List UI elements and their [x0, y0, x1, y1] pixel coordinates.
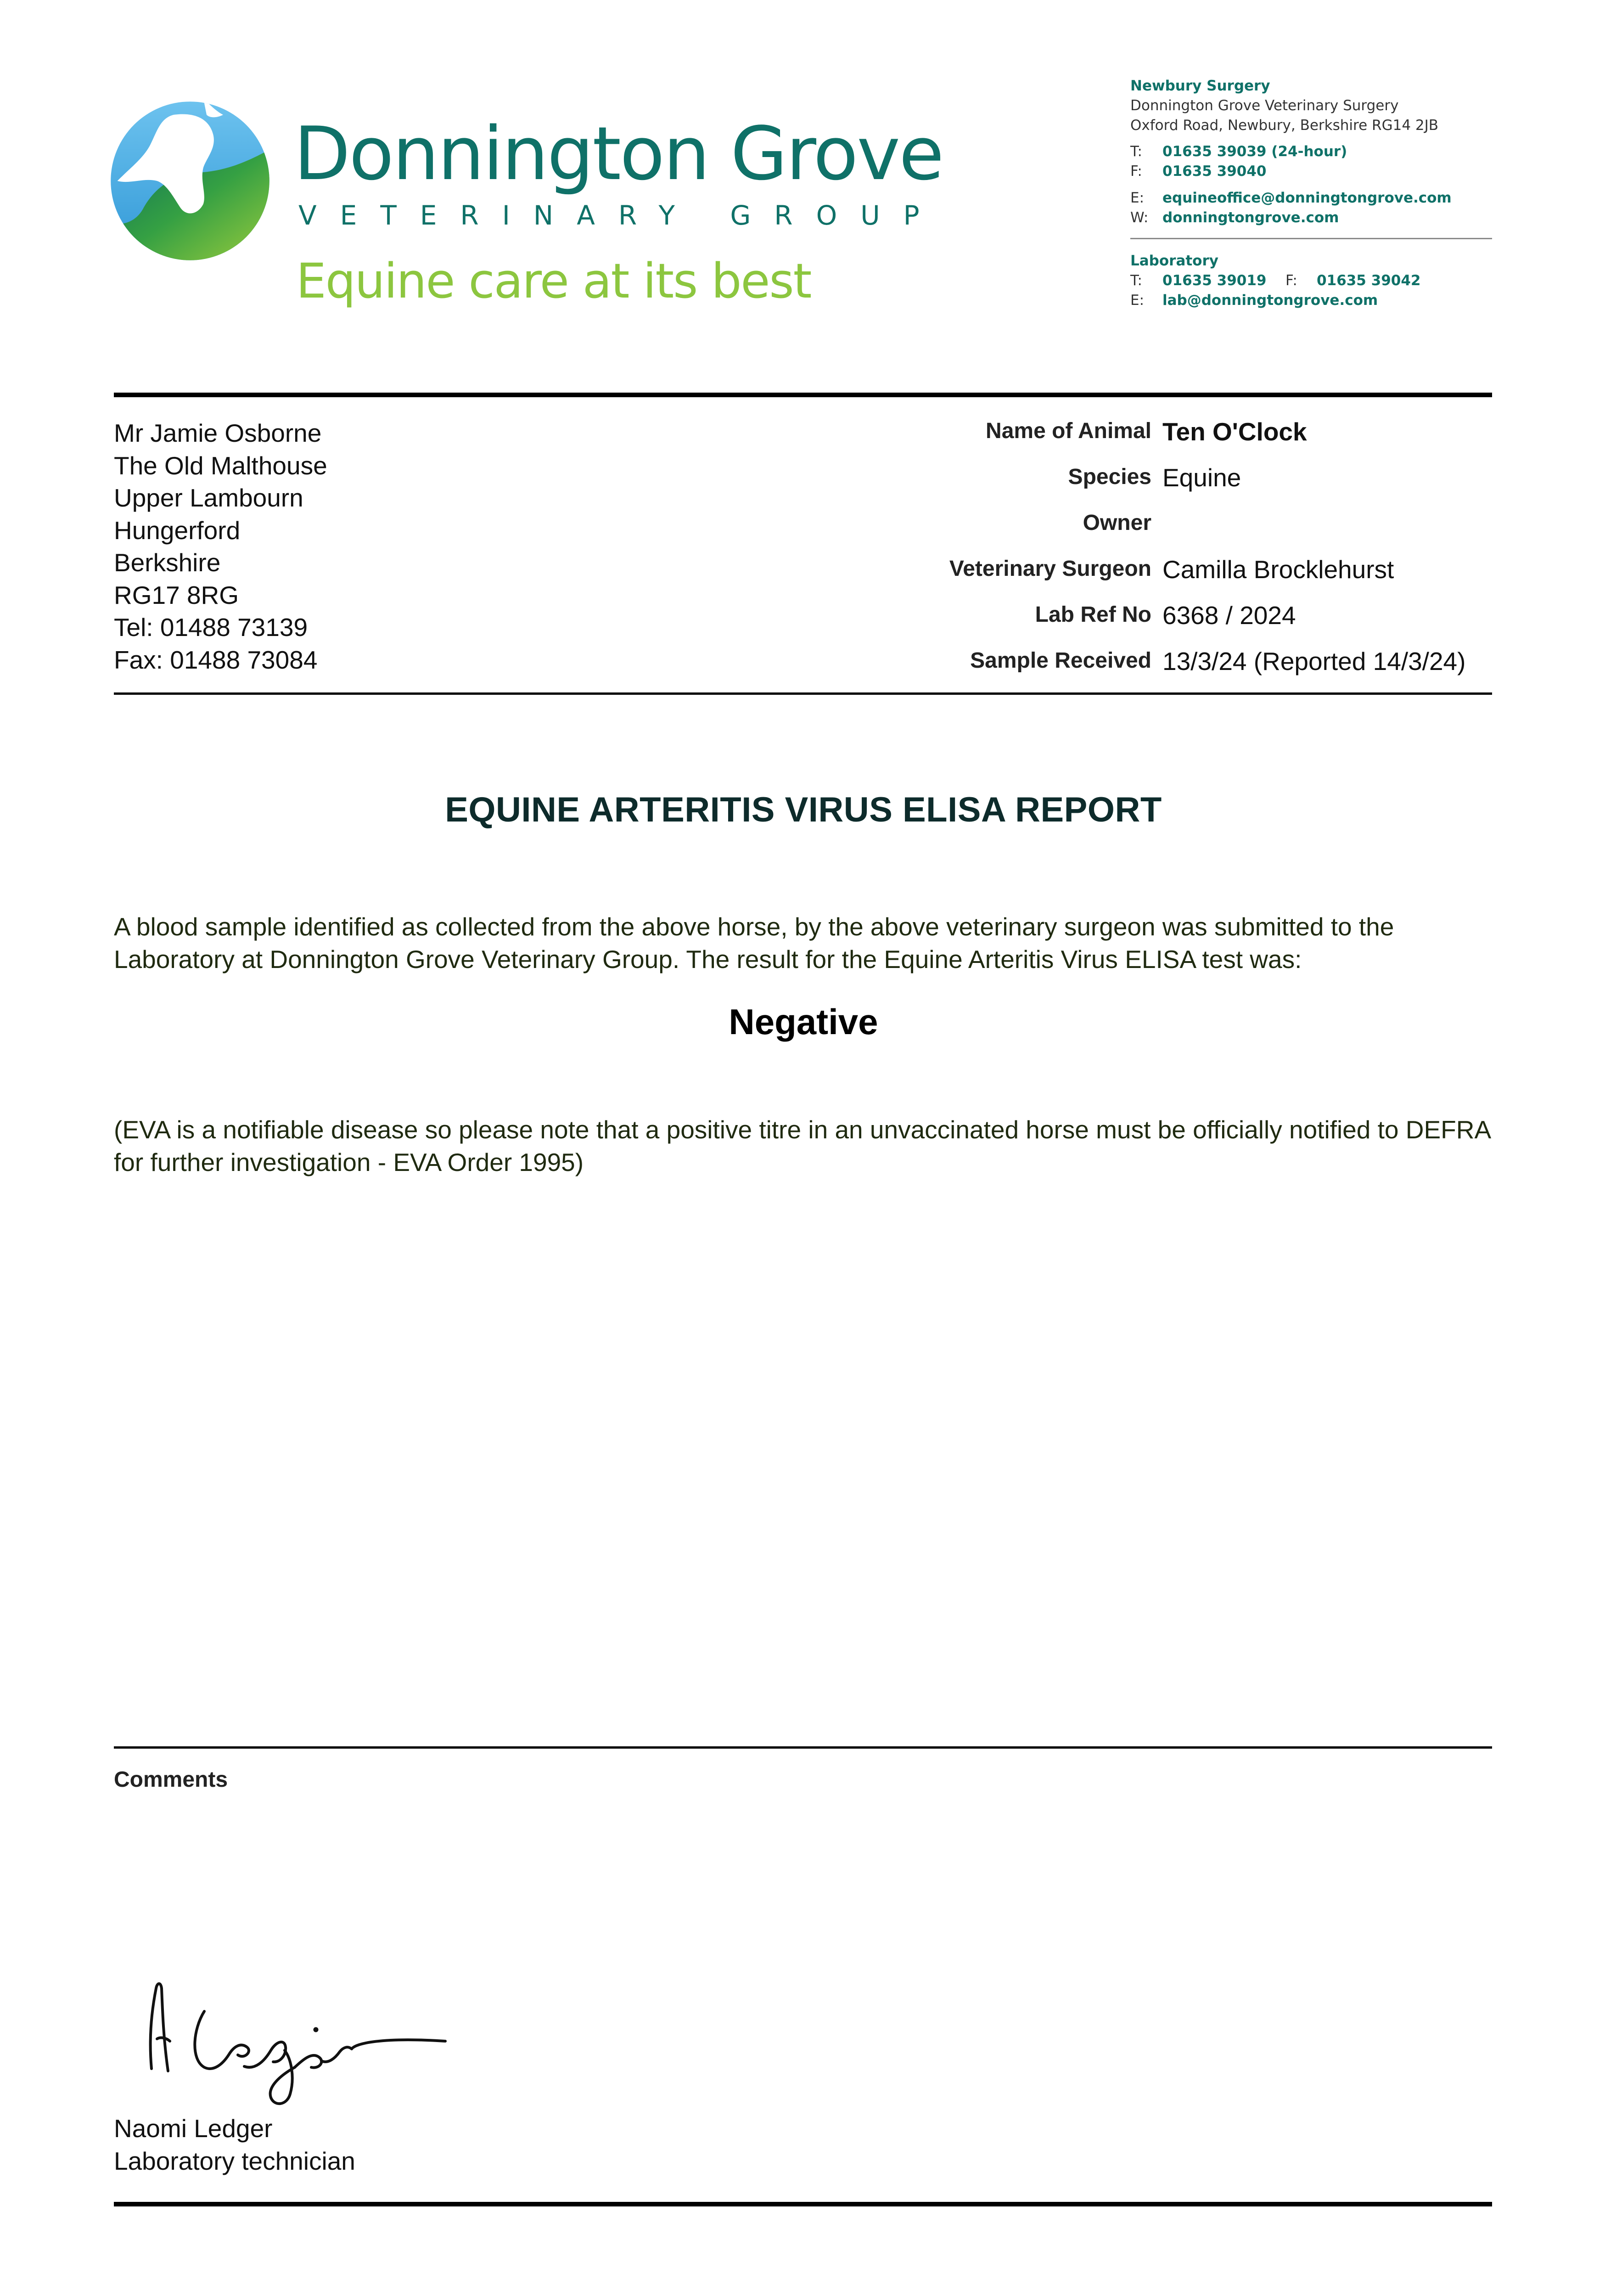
report-note: (EVA is a notifiable disease so please note that a positive titre in an unvaccinated horse must be officially notified to DEFRA for further investigation - EVA Order 1995) [114, 1115, 1490, 1176]
recipient-tel: Tel: 01488 73139 [114, 613, 308, 642]
email-label: E: [1130, 190, 1145, 206]
vet-label: Veterinary Surgeon [949, 557, 1151, 581]
lab-email-link[interactable]: lab@donningtongrove.com [1162, 292, 1378, 309]
brand-subtitle: VETERINARY GROUP [298, 200, 943, 231]
species-value: Equine [1162, 463, 1241, 492]
labref-label: Lab Ref No [1035, 602, 1151, 627]
address-line: The Old Malthouse [114, 451, 327, 480]
brand-tagline: Equine care at its best [296, 253, 811, 309]
lab-tel-number[interactable]: 01635 39019 [1162, 272, 1267, 289]
species-label: Species [1068, 465, 1151, 489]
recipient-fax: Fax: 01488 73084 [114, 645, 318, 674]
email-link[interactable]: equineoffice@donningtongrove.com [1162, 190, 1452, 206]
brand-name: Donnington Grove [294, 111, 943, 197]
received-label: Sample Received [970, 648, 1151, 673]
signatory-name: Naomi Ledger [114, 2114, 273, 2143]
handwritten-signature [124, 1961, 464, 2112]
labref-value: 6368 / 2024 [1162, 601, 1296, 630]
comments-rule [114, 1746, 1492, 1749]
report-body: A blood sample identified as collected from the above horse, by the above veterinary surgeon was submitted to the Laboratory at Donnington Grove Veterinary Group. The result for the Equine Arteritis Virus ELISA test was: [114, 912, 1394, 974]
lab-heading: Laboratory [1130, 253, 1218, 269]
owner-label: Owner [1083, 511, 1151, 535]
lab-email-label: E: [1130, 292, 1145, 309]
vet-value: Camilla Brocklehurst [1162, 555, 1394, 584]
lab-fax-label: F: [1285, 272, 1297, 289]
contact-divider [1130, 238, 1492, 239]
bottom-rule [114, 2202, 1492, 2206]
web-link[interactable]: donningtongrove.com [1162, 209, 1339, 226]
signatory-role: Laboratory technician [114, 2147, 355, 2175]
tel-label: T: [1130, 143, 1142, 160]
received-value: 13/3/24 (Reported 14/3/24) [1162, 647, 1466, 675]
horse-head-logo-icon [107, 98, 273, 264]
web-label: W: [1130, 209, 1149, 226]
signatory [114, 2112, 355, 2178]
details-rule [114, 692, 1492, 695]
address-line: Upper Lambourn [114, 484, 303, 512]
tel-number[interactable]: 01635 39039 (24-hour) [1162, 143, 1347, 160]
address-postcode: RG17 8RG [114, 580, 239, 609]
fax-number: 01635 39040 [1162, 163, 1267, 180]
surgery-heading: Newbury Surgery [1130, 78, 1270, 94]
surgery-address: Oxford Road, Newbury, Berkshire RG14 2JB [1130, 117, 1439, 134]
animal-label: Name of Animal [986, 419, 1151, 443]
surgery-name: Donnington Grove Veterinary Surgery [1130, 97, 1399, 114]
lab-fax-number: 01635 39042 [1317, 272, 1421, 289]
top-rule [114, 393, 1492, 397]
recipient-name: Mr Jamie Osborne [114, 419, 322, 447]
report-title: EQUINE ARTERITIS VIRUS ELISA REPORT [445, 790, 1162, 829]
comments-label: Comments [114, 1767, 228, 1792]
recipient-address [114, 417, 327, 676]
address-line: Berkshire [114, 548, 221, 577]
animal-value: Ten O'Clock [1162, 417, 1307, 446]
address-line: Hungerford [114, 516, 241, 545]
test-result: Negative [729, 1002, 878, 1042]
lab-tel-label: T: [1130, 272, 1142, 289]
fax-label: F: [1130, 163, 1142, 180]
